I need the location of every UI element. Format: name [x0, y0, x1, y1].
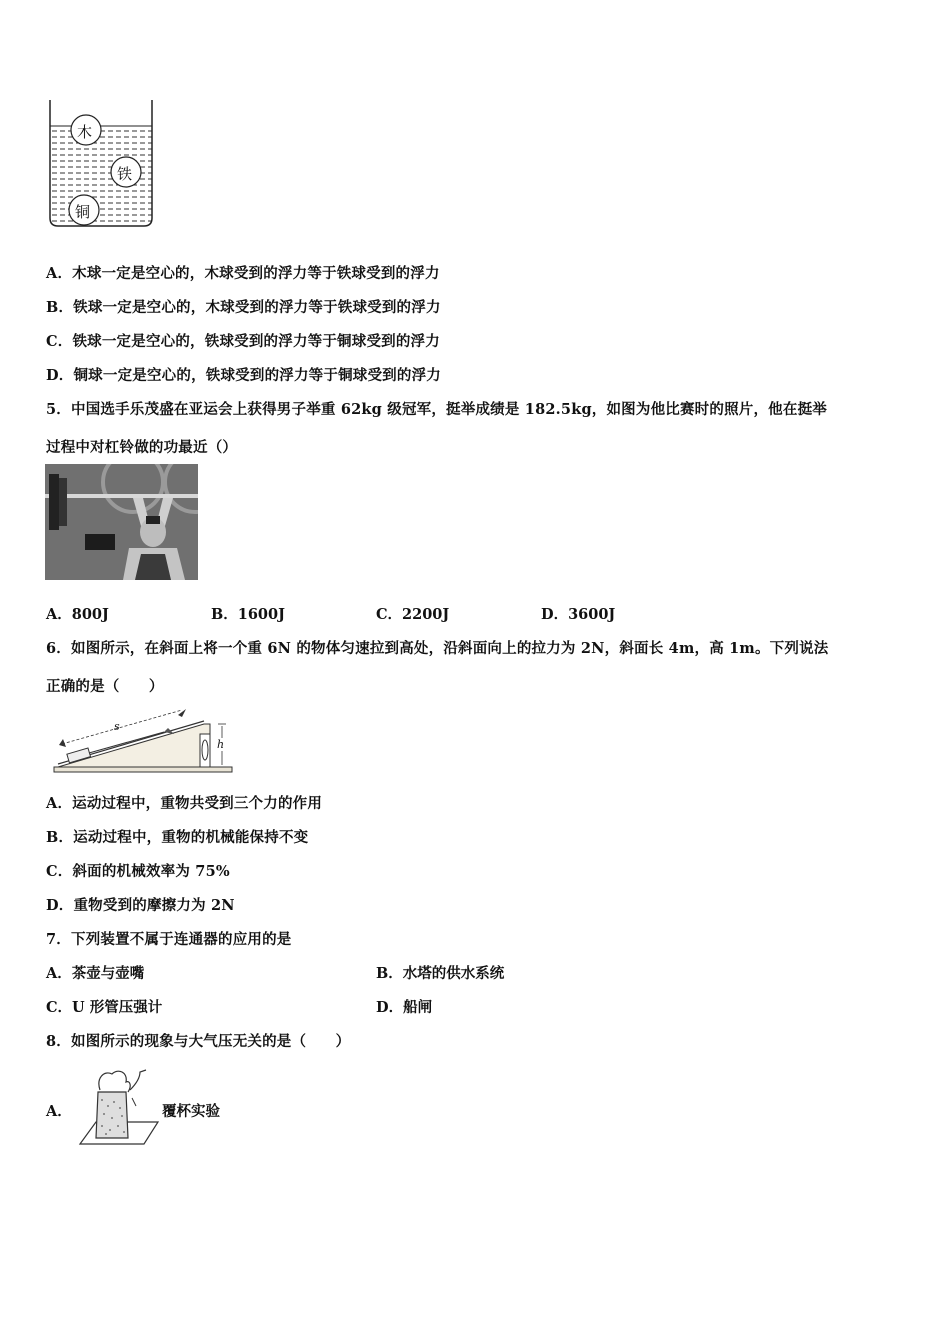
q7-option-d: D．船闸	[376, 999, 433, 1016]
q6-option-d: D．重物受到的摩擦力为 2N	[46, 897, 235, 914]
q6-option-c: C．斜面的机械效率为 75%	[46, 863, 230, 880]
q6-option-a: A．运动过程中，重物共受到三个力的作用	[46, 795, 323, 812]
q8-option-a-letter: A．	[46, 1103, 72, 1120]
iron-ball-label: 铁	[117, 165, 133, 183]
copper-ball-label: 铜	[75, 203, 91, 221]
incline-label-h: h	[217, 738, 225, 751]
q4-option-b: B．铁球一定是空心的，木球受到的浮力等于铁球受到的浮力	[46, 299, 441, 316]
q7-stem: 7．下列装置不属于连通器的应用的是	[46, 931, 292, 948]
q5-option-c: C．2200J	[376, 606, 450, 623]
q6-stem-line1: 6．如图所示，在斜面上将一个重 6N 的物体匀速拉到高处，沿斜面向上的拉力为 2N，斜面长 4m，高 1m。下列说法	[46, 640, 829, 657]
inverted-cup-figure	[74, 1064, 160, 1148]
q7-option-a: A．茶壶与壶嘴	[46, 965, 145, 982]
q4-option-c: C．铁球一定是空心的，铁球受到的浮力等于铜球受到的浮力	[46, 333, 440, 350]
q7-option-b: B．水塔的供水系统	[376, 965, 505, 982]
q4-option-a: A．木球一定是空心的，木球受到的浮力等于铁球受到的浮力	[46, 265, 440, 282]
q5-stem-line1: 5．中国选手乐茂盛在亚运会上获得男子举重 62kg 级冠军，挺举成绩是 182.5kg，如图为他比赛时的照片，他在挺举	[46, 401, 827, 418]
q6-stem-line2: 正确的是（ ）	[46, 678, 164, 695]
q8-option-a-text: 覆杯实验	[162, 1103, 220, 1120]
incline-figure	[52, 704, 236, 774]
q5-option-d: D．3600J	[541, 606, 616, 623]
q5-stem-line2: 过程中对杠铃做的功最近（）	[46, 439, 238, 456]
wood-ball-label: 木	[77, 123, 93, 141]
q6-option-b: B．运动过程中，重物的机械能保持不变	[46, 829, 309, 846]
q8-stem: 8．如图所示的现象与大气压无关的是（ ）	[46, 1033, 351, 1050]
beaker-figure	[44, 98, 156, 230]
q5-option-a: A．800J	[46, 606, 109, 623]
weightlifter-photo	[45, 464, 198, 580]
q5-option-b: B．1600J	[211, 606, 285, 623]
q7-option-c: C．U 形管压强计	[46, 999, 163, 1016]
q4-option-d: D．铜球一定是空心的，铁球受到的浮力等于铜球受到的浮力	[46, 367, 441, 384]
incline-label-s: s	[114, 720, 120, 733]
